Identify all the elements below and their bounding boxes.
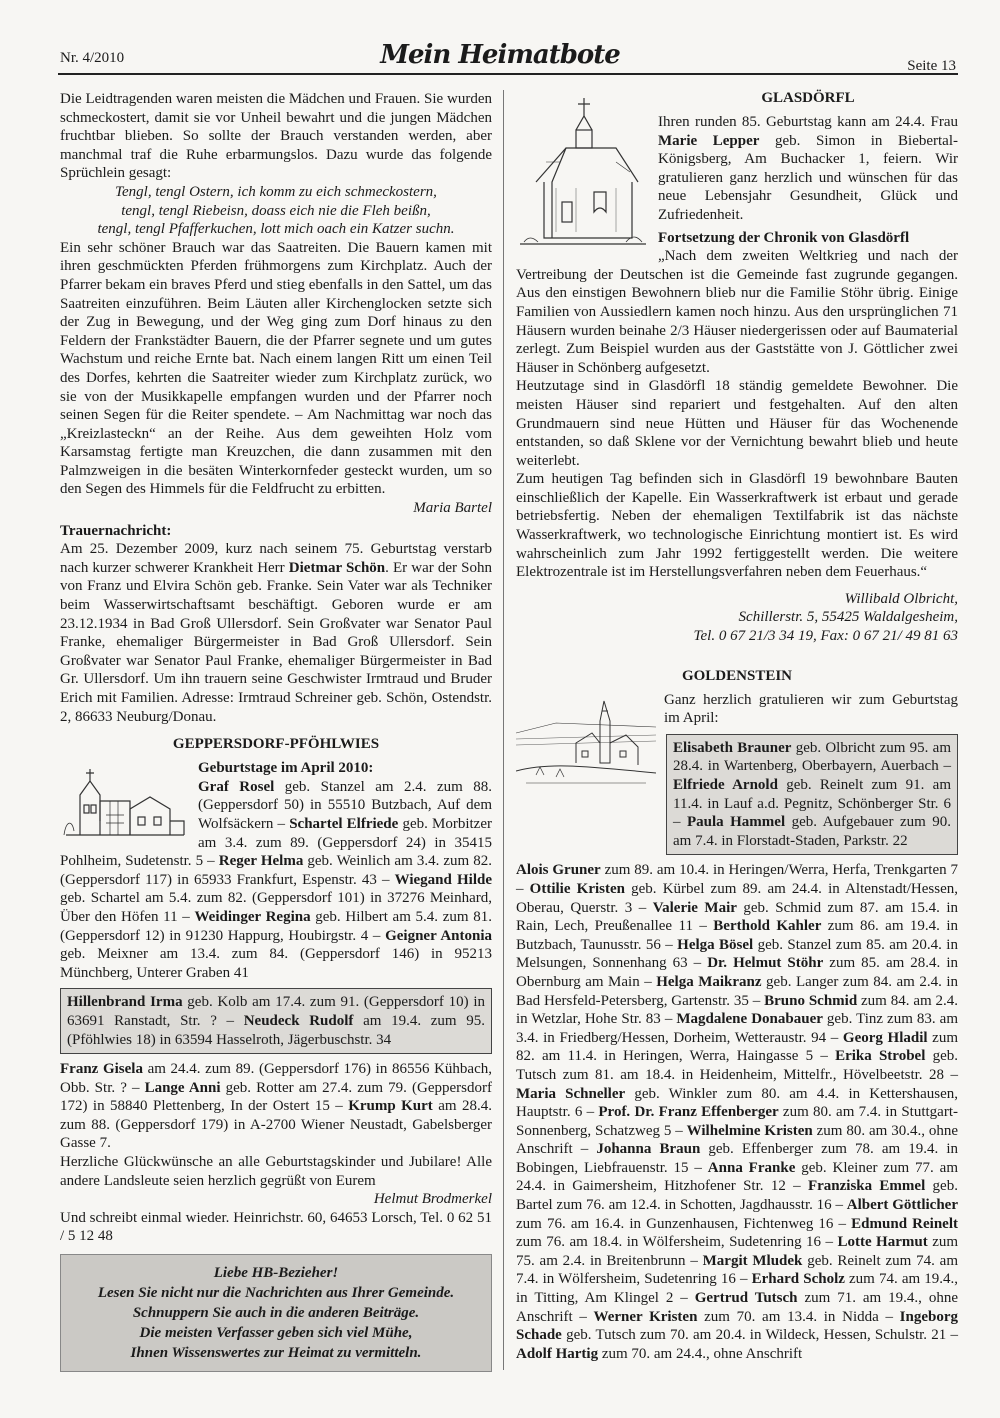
column-divider xyxy=(503,90,504,1370)
chronik-paragraph-1: „Nach dem zweiten Weltkrieg und nach der Vertreibung der Deutschen ist die Gemeinde fast zugrunde gegangen. Aus den einstigen Bewohnern blieb nur die Familie Stöhr übrig. Einige Familien von Aussiedlern kamen noch hinzu. Aus den ursprünglichen 71 Häusern wurden beinahe 2/3 Häuser niedergerissen oder auf Baumaterial zerlegt. Zum Beispiel wurden aus der Gaststätte von J. Göttlicher zwei Häuser in Schönberg aufgesetzt. xyxy=(516,248,958,376)
issue-number: Nr. 4/2010 xyxy=(60,50,125,66)
notice-line-1: Liebe HB-Bezieher! xyxy=(213,1265,339,1282)
goldenstein-village-illustration xyxy=(516,693,656,793)
glasdoerfl-section xyxy=(516,90,958,582)
contact-line: Und schreibt einmal wieder. Heinrichstr. 60, 64653 Lorsch, Tel. 0 62 51 / 5 12 48 xyxy=(60,1209,492,1245)
geppersdorf-heading: GEPPERSDORF-PFÖHLWIES xyxy=(172,736,380,753)
notice-line-5: Ihnen Wissenswertes zur Heimat zu vermitteln. xyxy=(130,1345,422,1362)
intro-paragraph: Die Leidtragenden waren meisten die Mädchen und Frauen. Sie wurden schmeckostert, damit sie vor Unheil bewahrt und die jungen Mädchen fruchtbar blieben. So sollte der Brauch verstanden werden, aber manchmal traf die Ruhe erbarmungslos. Dazu wurde das folgende Sprüchlein gesagt: xyxy=(60,91,492,182)
village-illustration xyxy=(60,761,190,837)
header-rule xyxy=(58,73,958,75)
trauer-name: Dietmar Schön xyxy=(288,559,386,576)
page-number: Seite 13 xyxy=(907,58,956,74)
chronik-heading: Fortsetzung der Chronik von Glasdörfl xyxy=(658,229,910,246)
chronik-paragraph-2: Heutzutage sind in Glasdörfl 18 ständig gemeldete Bewohner. Die meisten Häuser sind repariert und festgehalten. Auf den alten Grundmauern sind neue Hütten und Häuser für das Wochenende entstanden, so daß Sklene vor der Vernichtung bewahrt blieb und heute weiterlebt. xyxy=(516,378,958,469)
verse-line-1: Tengl, tengl Ostern, ich komm zu eich schmeckostern, xyxy=(115,183,437,200)
notice-line-2: Lesen Sie nicht nur die Nachrichten aus Ihrer Gemeinde. xyxy=(97,1285,455,1302)
goldenstein-highlight-box: Elisabeth Brauner geb. Olbricht zum 95. am 28.4. in Wartenberg, Oberbayern, Auerbach – Elfriede Arnold geb. Reinelt zum 91. am 11.4. in Lauf a.d. Pegnitz, Schönberger Str. 6 – Paula Hammel geb. Aufgebauer zum 90. am 7.4. in Florstadt-Staden, Parkstr. 22 xyxy=(666,734,958,856)
author-helmut-brodmerkel: Helmut Brodmerkel xyxy=(373,1191,492,1208)
masthead-logo: Mein Heimatbote xyxy=(380,40,620,70)
signature-phone: Tel. 0 67 21/3 34 19, Fax: 0 67 21/ 49 81 63 xyxy=(693,628,958,645)
right-column xyxy=(516,90,958,1363)
geppersdorf-greeting: Herzliche Glückwünsche an alle Geburtstagskinder und Jubilare! Alle andere Landsleute seien herzlich gegrüßt von Eurem xyxy=(60,1154,492,1189)
glasdoerfl-heading: GLASDÖRFL xyxy=(761,90,855,106)
chronik-paragraph-3: Zum heutigen Tag befinden sich in Glasdörfl 19 bewohnbare Bauten einschließlich der Kapelle. Ein Wasserkraftwerk ist erbaut und gerade betriebsfertig. Neben der ehemaligen Textilfabrik ist das nächste Wasserkraftwerk, wo technologische Einrichtung montiert ist. Es wird wahrscheinlich zum Jahr 1992 fertiggestellt werden. Die weitere Elektrozentrale ist im Herstellungsverfahren neben dem Feuerhaus.“ xyxy=(516,471,958,581)
glasdoerfl-birthday: Ihren runden 85. Geburtstag kann am 24.4. Frau Marie Lepper geb. Simon in Biebertal-Königsberg, Am Buchacker 1, feiern. Wir gratulieren ganz herzlich und wünschen für das neue Lebensjahr Gesundheit, Glück und Zufriedenheit. xyxy=(658,114,958,223)
hb-notice-box xyxy=(60,1254,492,1372)
trauer-heading: Trauernachricht: xyxy=(60,522,172,539)
goldenstein-heading: GOLDENSTEIN xyxy=(681,667,793,684)
goldenstein-intro: Ganz herzlich gratulieren wir zum Geburtstag im April: xyxy=(664,691,958,727)
signature-name: Willibald Olbricht, xyxy=(844,590,958,607)
geppersdorf-section xyxy=(60,759,492,982)
geppersdorf-more-birthdays: Franz Gisela am 24.4. zum 89. (Geppersdorf 176) in 86556 Kühbach, Obb. Str. ? – Lange Anni geb. Rotter am 27.4. zum 79. (Geppersdorf 172) in 58840 Plettenberg, In der Ostert 15 – Krump Kurt am 28.4. zum 88. (Geppersdorf 179) in A-2700 Wiener Neustadt, Gabelsberger Gasse 7. xyxy=(60,1061,492,1152)
trauer-paragraph: Am 25. Dezember 2009, kurz nach seinem 75. Geburtstag verstarb nach kurzer schwerer Krankheit Herr Dietmar Schön. Er war der Sohn von Franz und Elvira Schön geb. Franke. Sein Vater war als Techniker beim Wasserwirtschaftsamt beschäftigt. Geboren wurde er am 23.12.1934 in Bad Groß Ullersdorf. Sein Großvater war Senator Paul Franke, ehemaliger Bürgermeister in Bad Groß Ullersdorf. Sein Großvater war Senator Paul Franke, ehemaliger Bürgermeister in Bad Gr. Ullersdorf. Um ihn trauern seine Geschwister Irmtraud und Bruder Erich mit Familien. Adresse: Irmtraud Schreiner geb. Schön, Ostendstr. 2, 86633 Neuburg/Donau. xyxy=(60,541,492,725)
signature-address: Schillerstr. 5, 55425 Waldalgesheim, xyxy=(738,609,958,626)
glasdoerfl-name: Marie Lepper xyxy=(658,132,760,149)
goldenstein-birthday-list: Alois Gruner zum 89. am 10.4. in Heringen/Werra, Herfa, Trenkgarten 7 – Ottilie Kristen geb. Kürbel zum 89. am 24.4. in Altenstadt/Hessen, Oberau, Querstr. 3 – Valerie Mair geb. Schmid zum 87. am 15.4. in Rain, Lech, Preußenallee 11 – Berthold Kahler zum 86. am 19.4. in Butzbach, Taunusstr. 56 – Helga Bösel geb. Stanzel zum 85. am 20.4. in Melsungen, Sonnenhang 63 – Dr. Helmut Stöhr zum 85. am 28.4. in Obernburg am Main – Helga Maikranz geb. Langer zum 84. am 2.4. in Bad Hersfeld-Petersberg, Gartenstr. 35 – Bruno Schmid zum 84. am 2.4. in Wetzlar, Hohe Str. 83 – Magdalene Donabauer geb. Tinz zum 83. am 3.4. in Friedberg/Hessen, Dorheim, Wetteraustr. 94 – Georg Hladil zum 82. am 11.4. in Heringen, Werra, Haingasse 5 – Erika Strobel geb. Tutsch zum 81. am 18.4. in Heidenheim, Mittelfr., Hövelbeetstr. 28 – Maria Schneller geb. Winkler zum 80. am 4.4. in Kettershausen, Hauptstr. 6 – Prof. Dr. Franz Effenberger zum 80. am 7.4. in Stuttgart-Sonnenberg, Schatzweg 5 – Wilhelmine Kristen zum 80. am 30.4., ohne Anschrift – Johanna Braun geb. Effenberger zum 78. am 19.4. in Bobingen, Liebfrauenstr. 15 – Anna Franke geb. Kleiner zum 77. am 24.4. in Gaimersheim, Hitzhofener Str. 12 – Franziska Emmel geb. Bartel zum 76. am 12.4. in Schotten, Jagdhausstr. 16 – Albert Göttlicher zum 76. am 16.4. in Gunzenhausen, Fichtenweg 16 – Edmund Reinelt zum 76. am 18.4. in Wölfersheim, Sudetenring 16 – Lotte Harmut zum 75. am 2.4. in Breitenbrunn – Margit Mludek geb. Reinelt zum 74. am 7.4. in Wölfersheim, Sudetenring 16 – Erhard Scholz zum 74. am 19.4., in Titting, Am Klingel 2 – Gertrud Tutsch zum 71. am 19.4., ohne Anschrift – Werner Kristen zum 70. am 13.4. in Nidda – Ingeborg Schade geb. Tutsch zum 70. am 20.4. in Wildeck, Hessen, Schulstr. 21 – Adolf Hartig zum 70. am 24.4., ohne Anschrift xyxy=(516,862,959,1362)
author-maria-bartel: Maria Bartel xyxy=(413,500,492,517)
notice-line-3: Schnuppern Sie auch in die anderen Beiträge. xyxy=(132,1305,420,1322)
geppersdorf-highlight-box: Hillenbrand Irma geb. Kolb am 17.4. zum 91. (Geppersdorf 10) in 63691 Ranstadt, Str. ? – Neudeck Rudolf am 19.4. zum 95. (Pföhlwies 18) in 63594 Hasselroth, Jägerbuschstr. 34 xyxy=(60,988,492,1054)
saatreiten-paragraph: Ein sehr schöner Brauch war das Saatreiten. Die Bauern kamen mit ihren geschmückten Pferden frühmorgens zum Kirchplatz. Auch der Pfarrer bekam ein braves Pferd und stieg ebenfalls in den Sattel, um das Saatreiten einzuführen. Beim Läuten aller Kirchenglocken setzte sich der Zug in Bewegung, und der Weg ging zum Dorf hinaus zu den Feldern der Frankstädter Bauern, die der Pfarrer segnete und um gutes Wachstum und reiche Ernte bat. Nach einem langen Ritt um einen Teil des Dorfes, kehrten die Saatreiter wieder zum Kirchplatz zurück, wo sie von der Musikkapelle empfangen wurden und der Pfarrer noch seinen Segen für die Reiter spendete. – Am Nachmittag war noch das „Kreizlasteckn“ an der Reihe. Aus dem geweihten Holz vom Karsamstag fertigte man Kreuzchen, die dann zusammen mit den Palmzweigen in die besäten Winterkornfeder gesteckt wurden, um so den Segen des Himmels für die Feldfrucht zu erbitten. xyxy=(60,239,492,498)
chapel-illustration xyxy=(516,92,650,252)
goldenstein-section xyxy=(516,691,958,856)
geppersdorf-subheading: Geburtstage im April 2010: xyxy=(198,760,374,777)
geppersdorf-birthdays: Graf Rosel geb. Stanzel am 2.4. zum 88. (Geppersdorf 50) in 55510 Butzbach, Auf dem Wolfsäckern – Schartel Elfriede geb. Morbitzer am 3.4. zum 89. (Geppersdorf 24) in 35415 Pohlheim, Sudetenstr. 5 – Reger Helma geb. Weinlich am 3.4. zum 82. (Geppersdorf 117) in 65933 Frankfurt, Espenstr. 43 – Wiegand Hilde geb. Schartel am 5.4. zum 82. (Geppersdorf 101) in 37276 Meinhard, Über den Höfen 11 – Weidinger Regina geb. Hilbert am 5.4. zum 81. (Geppersdorf 12) in 91230 Happurg, Houbirgstr. 4 – Geigner Antonia geb. Meixner am 13.4. zum 84. (Geppersdorf 146) in 95213 Münchberg, Unterer Graben 41 xyxy=(60,778,493,981)
verse-line-3: tengl, tengl Pfafferkuchen, lott mich oach ein Katzer suchn. xyxy=(97,221,455,238)
verse-line-2: tengl, tengl Riebeisn, doass eich nie die Fleh beißn, xyxy=(121,202,431,219)
notice-line-4: Die meisten Verfasser geben sich viel Mühe, xyxy=(139,1325,413,1342)
left-column xyxy=(60,90,492,1372)
